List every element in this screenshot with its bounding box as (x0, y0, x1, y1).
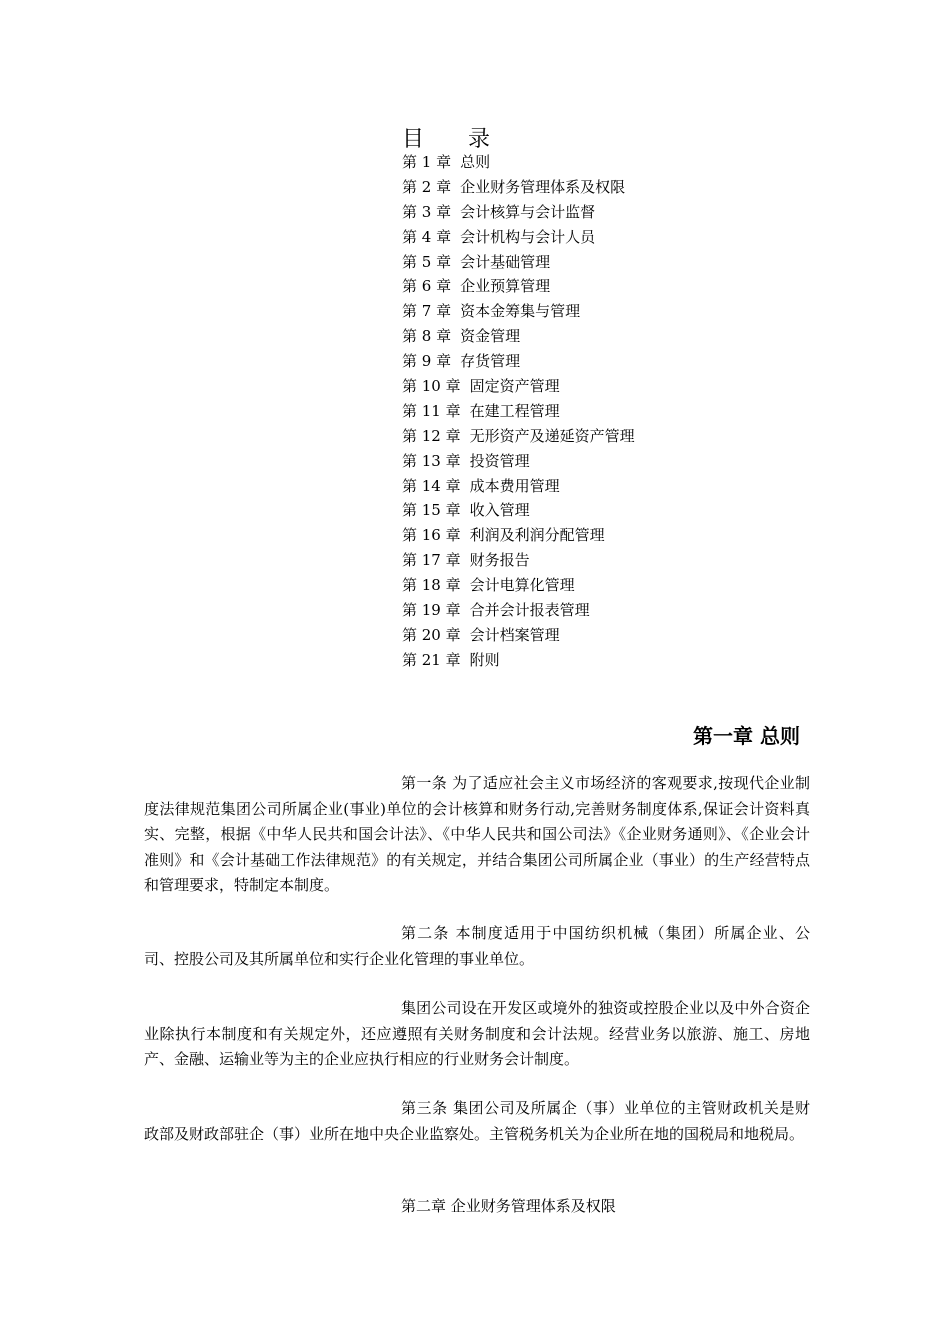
toc-item (402, 225, 635, 250)
toc-item-title: 利润及利润分配管理 (469, 526, 605, 545)
article-paragraph: 第一条 为了适应社会主义市场经济的客观要求,按现代企业制度法律规范集团公司所属企业(事业)单位的会计核算和财务行动,完善财务制度体系,保证会计资料真实、完整，根据《中华人民共和国会计法》、《中华人民共和国公司法》《企业财务通则》、《企业会计准则》和《会计基础工作法律规范》的有关规定，并结合集团公司所属企业（事业）的生产经营特点和管理要求，特制定本制度。 (144, 774, 810, 894)
next-chapter-heading: 第二章 企业财务管理体系及权限 (401, 1197, 616, 1215)
toc-item-number: 第 1 章 (402, 153, 452, 171)
toc-item (402, 200, 635, 225)
toc-item-title: 总则 (460, 153, 491, 171)
toc-item (402, 498, 635, 523)
toc-item-number: 第 12 章 (402, 426, 461, 445)
toc-item-number: 第 2 章 (402, 177, 452, 196)
toc-item-number: 第 6 章 (402, 277, 452, 296)
toc-item (402, 623, 635, 648)
toc-list (402, 150, 635, 673)
toc-item-title: 资本金筹集与管理 (460, 302, 581, 321)
toc-item (402, 349, 635, 374)
toc-item-number: 第 15 章 (402, 501, 461, 520)
article-paragraph: 第三条 集团公司及所属企（事）业单位的主管财政机关是财政部及财政部驻企（事）业所在地中央企业监察处。主管税务机关为企业所在地的国税局和地税局。 (144, 1099, 810, 1143)
toc-item-title: 在建工程管理 (469, 401, 560, 420)
toc-item (402, 299, 635, 324)
toc-item (402, 150, 635, 175)
toc-item-title: 财务报告 (469, 551, 530, 570)
toc-item-title: 企业财务管理体系及权限 (460, 177, 626, 196)
toc-item-title: 固定资产管理 (469, 377, 560, 396)
toc-item (402, 598, 635, 623)
toc-item-title: 成本费用管理 (469, 476, 560, 495)
toc-title: 目录 (402, 127, 535, 152)
toc-item-title: 存货管理 (460, 352, 521, 371)
toc-item-number: 第 16 章 (402, 526, 461, 545)
toc-item (402, 474, 635, 499)
toc-item (402, 374, 635, 399)
toc-item-number: 第 10 章 (402, 377, 461, 396)
toc-item-number: 第 14 章 (402, 476, 461, 495)
toc-item (402, 424, 635, 449)
toc-item-number: 第 21 章 (402, 650, 461, 669)
toc-item-title: 合并会计报表管理 (469, 601, 590, 620)
toc-item-title: 投资管理 (469, 451, 530, 470)
toc-item-number: 第 20 章 (402, 625, 461, 644)
toc-item (402, 274, 635, 299)
toc-item (402, 399, 635, 424)
toc-item-title: 会计机构与会计人员 (460, 227, 596, 246)
toc-item-title: 会计电算化管理 (469, 576, 575, 595)
toc-item-number: 第 4 章 (402, 227, 452, 246)
toc-item-number: 第 5 章 (402, 252, 452, 271)
article-paragraph: 集团公司设在开发区或境外的独资或控股企业以及中外合资企业除执行本制度和有关规定外，还应遵照有关财务制度和会计法规。经营业务以旅游、施工、房地产、金融、运输业等为主的企业应执行相应的行业财务会计制度。 (144, 999, 810, 1068)
toc-item-title: 无形资产及递延资产管理 (469, 426, 635, 445)
toc-item-title: 资金管理 (460, 327, 521, 346)
toc-item-title: 附则 (469, 650, 500, 669)
toc-item (402, 523, 635, 548)
toc-item-number: 第 7 章 (402, 302, 452, 321)
toc-item (402, 175, 635, 200)
toc-item-title: 会计基础管理 (460, 252, 551, 271)
toc-item-number: 第 8 章 (402, 327, 452, 346)
toc-item (402, 449, 635, 474)
toc-item-title: 企业预算管理 (460, 277, 551, 296)
toc-item-title: 会计核算与会计监督 (460, 202, 596, 221)
toc-item-title: 会计档案管理 (469, 625, 560, 644)
toc-item-title: 收入管理 (469, 501, 530, 520)
toc-item (402, 548, 635, 573)
toc-item (402, 648, 635, 673)
toc-item (402, 324, 635, 349)
article-paragraph: 第二条 本制度适用于中国纺织机械（集团）所属企业、公司、控股公司及其所属单位和实行企业化管理的事业单位。 (144, 924, 810, 968)
toc-item-number: 第 9 章 (402, 352, 452, 371)
toc-item (402, 573, 635, 598)
toc-item-number: 第 3 章 (402, 202, 452, 221)
toc-item-number: 第 19 章 (402, 601, 461, 620)
toc-item (402, 250, 635, 275)
toc-item-number: 第 18 章 (402, 576, 461, 595)
toc-item-number: 第 11 章 (402, 401, 461, 420)
toc-item-number: 第 17 章 (402, 551, 461, 570)
toc-item-number: 第 13 章 (402, 451, 461, 470)
chapter-heading: 第一章 总则 (693, 724, 800, 748)
